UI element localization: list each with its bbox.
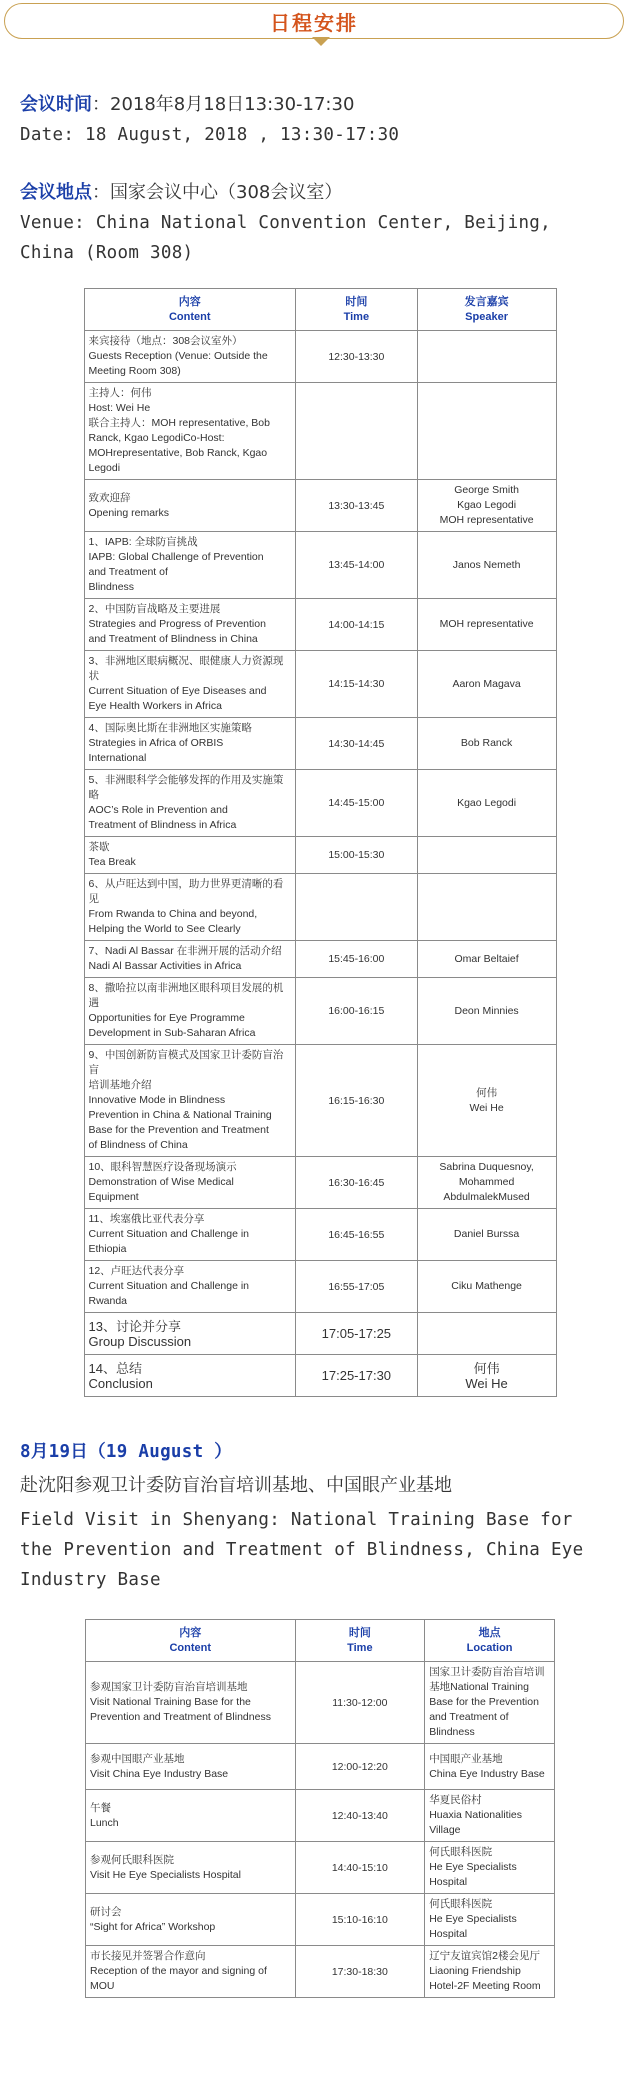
time-cell: 14:45-15:00: [296, 770, 418, 837]
content-cell-line: 12、卢旺达代表分享: [88, 1265, 185, 1277]
content-cell-line: Ranck, Kgao LegodiCo-Host:: [88, 432, 225, 444]
location-cell-line: 何氏眼科医院: [429, 1846, 493, 1858]
content-cell-line: Prevention and Treatment of Blindness: [90, 1711, 271, 1723]
header-location: 地点 Location: [425, 1620, 555, 1662]
location-cell-line: Hospital: [429, 1876, 468, 1888]
content-cell-line: Visit China Eye Industry Base: [90, 1767, 229, 1780]
meeting-venue-en-1: Venue: China National Convention Center, Beijing,: [20, 213, 551, 233]
time-cell: 14:30-14:45: [296, 718, 418, 770]
speaker-cell-line: Bob Ranck: [460, 737, 513, 749]
table-row: [84, 837, 556, 874]
table-row: [86, 1842, 555, 1894]
content-cell-line: Visit National Training Base for the: [90, 1696, 251, 1708]
content-cell-line: 2、中国防盲战略及主要进展: [88, 603, 221, 615]
table-row: [84, 1355, 556, 1397]
speaker-cell: [417, 651, 556, 718]
table-row: [84, 718, 556, 770]
table-row: [86, 1894, 555, 1946]
content-cell-line: Treatment of Blindness in Africa: [88, 819, 237, 831]
location-cell-line: Hospital: [429, 1928, 468, 1940]
content-cell-line: 来宾接待（地点：308会议室外）: [88, 335, 243, 347]
time-cell: 17:25-17:30: [296, 1355, 418, 1397]
content-cell-line: Guests Reception (Venue: Outside the: [88, 350, 268, 362]
content-cell-line: Equipment: [88, 1191, 139, 1203]
content-cell: [84, 1355, 296, 1397]
content-cell-line: Demonstration of Wise Medical: [88, 1176, 234, 1188]
speaker-cell: [417, 1261, 556, 1313]
table-row: [86, 1662, 555, 1744]
speaker-cell: [417, 1313, 556, 1355]
time-cell: 16:00-16:15: [296, 978, 418, 1045]
time-cell: 17:05-17:25: [296, 1313, 418, 1355]
content-cell-line: Eye Health Workers in Africa: [88, 700, 222, 712]
content-cell: [84, 1045, 296, 1157]
speaker-cell-line: Mohammed: [458, 1176, 515, 1188]
content-cell-line: AOC’s Role in Prevention and: [88, 804, 228, 816]
content-cell-line: Reception of the mayor and signing of: [90, 1965, 267, 1977]
content-cell: [84, 1313, 296, 1355]
speaker-cell: [417, 532, 556, 599]
day2-title-en-3: Industry Base: [20, 1570, 161, 1590]
content-cell-line: 市长接见并签署合作意向: [90, 1950, 206, 1962]
location-cell-line: 基地National Training: [429, 1681, 529, 1693]
table-row: [84, 383, 556, 480]
meeting-venue: 会议地点：国家会议中心（308会议室）: [20, 182, 343, 203]
time-cell: 15:45-16:00: [296, 941, 418, 978]
time-cell: 14:40-15:10: [295, 1842, 425, 1894]
content-cell: [84, 599, 296, 651]
content-cell: [86, 1790, 296, 1842]
time-cell: 17:30-18:30: [295, 1946, 425, 1998]
location-cell-line: 国家卫计委防盲治盲培训: [429, 1666, 545, 1678]
day2-info: [0, 1437, 640, 1595]
table-row: [84, 978, 556, 1045]
speaker-cell: [417, 1157, 556, 1209]
content-cell: [84, 331, 296, 383]
location-cell-line: Base for the Prevention: [429, 1696, 539, 1708]
location-cell: [425, 1842, 555, 1894]
content-cell-line: Legodi: [88, 462, 121, 474]
table-row: [84, 1261, 556, 1313]
location-cell-line: Village: [429, 1824, 461, 1836]
time-cell: 16:30-16:45: [296, 1157, 418, 1209]
location-cell: [425, 1744, 555, 1790]
content-cell: [84, 1209, 296, 1261]
content-cell-line: of Blindness of China: [88, 1139, 188, 1151]
schedule-banner: [0, 0, 640, 46]
speaker-cell-line: 何伟: [476, 1086, 498, 1099]
table-row: [84, 770, 556, 837]
speaker-cell: [417, 837, 556, 874]
content-cell: [84, 718, 296, 770]
content-cell-line: IAPB: Global Challenge of Prevention: [88, 551, 264, 563]
location-cell: [425, 1790, 555, 1842]
table-row: [86, 1744, 555, 1790]
location-cell-line: Liaoning Friendship: [429, 1965, 521, 1977]
content-cell: [84, 651, 296, 718]
time-cell: 13:30-13:45: [296, 480, 418, 532]
table-row: [84, 1209, 556, 1261]
content-cell-line: Innovative Mode in Blindness: [88, 1094, 226, 1106]
content-cell-line: Blindness: [88, 581, 135, 593]
speaker-cell-line: Omar Beltaief: [454, 952, 519, 965]
content-cell: [84, 837, 296, 874]
content-cell-line: 午餐: [90, 1801, 111, 1814]
speaker-cell-line: Ciku Mathenge: [451, 1280, 522, 1292]
content-cell: [84, 941, 296, 978]
header-content: 内容 Content: [86, 1620, 296, 1662]
content-cell: [84, 1261, 296, 1313]
speaker-cell-line: Wei He: [469, 1101, 504, 1114]
speaker-cell: [417, 1045, 556, 1157]
speaker-cell-line: Kgao Legodi: [457, 499, 517, 511]
content-cell: [86, 1946, 296, 1998]
content-cell-line: 14、总结: [88, 1360, 142, 1376]
content-cell-line: 茶歇: [88, 841, 110, 853]
content-cell-line: 4、国际奥比斯在非洲地区实施策略: [88, 722, 252, 734]
content-cell-line: Prevention in China & National Training: [88, 1109, 272, 1121]
time-cell: 13:45-14:00: [296, 532, 418, 599]
speaker-cell-line: MOH representative: [439, 618, 534, 630]
content-cell-line: Strategies in Africa of ORBIS: [88, 737, 224, 749]
speaker-cell: [417, 1209, 556, 1261]
content-cell-line: 13、讨论并分享: [88, 1318, 181, 1334]
content-cell-line: MOHrepresentative, Bob Ranck, Kgao: [88, 447, 268, 459]
content-cell-line: Current Situation and Challenge in: [88, 1228, 250, 1240]
content-cell-line: 致欢迎辞: [88, 491, 131, 504]
content-cell-line: 培训基地介绍: [88, 1079, 152, 1091]
table-row: [84, 1157, 556, 1209]
speaker-cell-line: George Smith: [454, 484, 519, 496]
content-cell-line: Conclusion: [88, 1375, 153, 1391]
location-cell-line: Blindness: [429, 1726, 475, 1738]
speaker-cell-line: AbdulmalekMused: [443, 1191, 530, 1203]
content-cell-line: Host: Wei He: [88, 402, 151, 414]
time-cell: 14:15-14:30: [296, 651, 418, 718]
content-cell-line: 主持人：何伟: [88, 387, 152, 399]
speaker-cell-line: MOH representative: [439, 514, 534, 526]
speaker-cell: [417, 718, 556, 770]
location-cell-line: 何氏眼科医院: [429, 1898, 493, 1910]
table-row: [84, 599, 556, 651]
speaker-cell: [417, 978, 556, 1045]
meeting-date-en: Date: 18 August, 2018 , 13:30-17:30: [20, 125, 400, 145]
content-cell-line: Opening remarks: [88, 506, 170, 519]
content-cell-line: Current Situation of Eye Diseases and: [88, 685, 267, 697]
time-cell: 15:00-15:30: [296, 837, 418, 874]
content-cell: [84, 532, 296, 599]
speaker-cell: [417, 941, 556, 978]
content-cell-line: Strategies and Progress of Prevention: [88, 618, 266, 630]
speaker-cell: [417, 383, 556, 480]
time-cell: 11:30-12:00: [295, 1662, 425, 1744]
location-cell-line: He Eye Specialists: [429, 1861, 517, 1873]
table-row: [84, 532, 556, 599]
content-cell: [86, 1894, 296, 1946]
speaker-cell-line: 何伟: [473, 1360, 500, 1376]
speaker-cell: [417, 599, 556, 651]
header-time: 时间 Time: [296, 289, 418, 331]
content-cell-line: Helping the World to See Clearly: [88, 923, 241, 935]
content-cell-line: “Sight for Africa” Workshop: [90, 1920, 216, 1933]
speaker-cell-line: Aaron Magava: [452, 677, 521, 690]
content-cell-line: Nadi Al Bassar Activities in Africa: [88, 960, 242, 972]
day2-title-en-1: Field Visit in Shenyang: National Training Base for: [20, 1510, 573, 1530]
time-cell: 12:00-12:20: [295, 1744, 425, 1790]
table-row: [86, 1946, 555, 1998]
content-cell-line: 11、埃塞俄比亚代表分享: [88, 1213, 205, 1225]
content-cell-line: Lunch: [90, 1816, 119, 1829]
header-content: 内容 Content: [84, 289, 296, 331]
content-cell-line: Visit He Eye Specialists Hospital: [90, 1868, 241, 1881]
schedule-title: 日程安排: [4, 3, 624, 39]
content-cell-line: Tea Break: [88, 856, 136, 868]
location-cell: [425, 1946, 555, 1998]
speaker-cell: [417, 480, 556, 532]
table-row: [84, 874, 556, 941]
content-cell-line: MOU: [90, 1980, 115, 1992]
banner-arrow-icon: [312, 37, 330, 46]
content-cell-line: International: [88, 752, 147, 764]
location-cell-line: He Eye Specialists: [429, 1913, 517, 1925]
content-cell-line: 10、眼科智慧医疗设备现场演示: [88, 1161, 237, 1173]
content-cell-line: and Treatment of: [88, 566, 168, 578]
location-cell: [425, 1662, 555, 1744]
day1-schedule-table: [84, 288, 557, 1397]
day2-title-cn: 赴沈阳参观卫计委防盲治盲培训基地、中国眼产业基地: [20, 1475, 452, 1496]
location-cell-line: 华夏民俗村: [429, 1794, 482, 1806]
time-cell: 16:15-16:30: [296, 1045, 418, 1157]
header-speaker: 发言嘉宾 Speaker: [417, 289, 556, 331]
content-cell-line: Base for the Prevention and Treatment: [88, 1124, 269, 1136]
content-cell-line: From Rwanda to China and beyond,: [88, 908, 258, 920]
content-cell-line: Ethiopia: [88, 1243, 127, 1255]
content-cell-line: 联合主持人：MOH representative, Bob: [88, 417, 270, 429]
content-cell-line: 7、Nadi Al Bassar 在非洲开展的活动介绍: [88, 945, 282, 957]
speaker-cell-line: Daniel Burssa: [453, 1228, 520, 1240]
content-cell-line: 参观何氏眼科医院: [90, 1853, 174, 1866]
content-cell-line: Rwanda: [88, 1295, 128, 1307]
location-cell-line: 中国眼产业基地: [429, 1752, 503, 1765]
location-cell-line: Hotel-2F Meeting Room: [429, 1980, 541, 1992]
table-row: [84, 941, 556, 978]
location-cell-line: and Treatment of: [429, 1711, 509, 1723]
speaker-cell-line: Deon Minnies: [454, 1004, 519, 1017]
table-row: [84, 480, 556, 532]
speaker-cell-line: Wei He: [465, 1375, 508, 1391]
content-cell: [84, 874, 296, 941]
content-cell-line: 参观中国眼产业基地: [90, 1752, 185, 1765]
content-cell-line: 参观国家卫计委防盲治盲培训基地: [90, 1681, 248, 1693]
content-cell-line: 6、从卢旺达到中国，助力世界更清晰的看见: [88, 878, 284, 905]
meeting-venue-en-2: China (Room 308): [20, 243, 194, 263]
time-cell: 15:10-16:10: [295, 1894, 425, 1946]
table-row: [86, 1790, 555, 1842]
content-cell-line: 研讨会: [90, 1905, 122, 1918]
content-cell-line: Group Discussion: [88, 1333, 192, 1349]
day2-schedule-table: [85, 1619, 555, 1998]
content-cell: [84, 1157, 296, 1209]
content-cell-line: 5、非洲眼科学会能够发挥的作用及实施策略: [88, 774, 284, 801]
time-cell: 12:30-13:30: [296, 331, 418, 383]
time-cell: 12:40-13:40: [295, 1790, 425, 1842]
content-cell: [84, 978, 296, 1045]
speaker-cell-line: Kgao Legodi: [457, 796, 517, 809]
day2-date: 8月19日（19 August ）: [20, 1442, 233, 1462]
content-cell-line: 8、撒哈拉以南非洲地区眼科项目发展的机遇: [88, 982, 284, 1009]
content-cell: [84, 383, 296, 480]
content-cell-line: Current Situation and Challenge in: [88, 1280, 250, 1292]
location-cell: [425, 1894, 555, 1946]
content-cell-line: Development in Sub-Saharan Africa: [88, 1027, 256, 1039]
content-cell: [84, 770, 296, 837]
meeting-time: 会议时间：2018年8月18日13:30-17:30: [20, 94, 355, 115]
content-cell-line: 9、中国创新防盲模式及国家卫计委防盲治盲: [88, 1049, 284, 1076]
time-cell: 16:45-16:55: [296, 1209, 418, 1261]
day2-title-en-2: the Prevention and Treatment of Blindness, China Eye: [20, 1540, 584, 1560]
location-cell-line: China Eye Industry Base: [429, 1767, 545, 1780]
speaker-cell: [417, 874, 556, 941]
day1-info: [0, 90, 640, 268]
content-cell: [84, 480, 296, 532]
content-cell-line: and Treatment of Blindness in China: [88, 633, 258, 645]
content-cell-line: 3、非洲地区眼病概况、眼健康人力资源现状: [88, 655, 284, 682]
speaker-cell: [417, 1355, 556, 1397]
content-cell-line: 1、IAPB: 全球防盲挑战: [88, 536, 198, 548]
speaker-cell: [417, 331, 556, 383]
table-row: [84, 331, 556, 383]
time-cell: 16:55-17:05: [296, 1261, 418, 1313]
header-time: 时间 Time: [295, 1620, 425, 1662]
speaker-cell: [417, 770, 556, 837]
content-cell-line: Meeting Room 308): [88, 365, 181, 377]
location-cell-line: 辽宁友谊宾馆2楼会见厅: [429, 1950, 541, 1962]
content-cell: [86, 1744, 296, 1790]
table-row: [84, 1313, 556, 1355]
speaker-cell-line: Janos Nemeth: [452, 558, 521, 571]
content-cell: [86, 1842, 296, 1894]
content-cell-line: Opportunities for Eye Programme: [88, 1012, 245, 1024]
time-cell: [296, 874, 418, 941]
time-cell: [296, 383, 418, 480]
speaker-cell-line: Sabrina Duquesnoy,: [439, 1161, 534, 1173]
table-row: [84, 651, 556, 718]
content-cell: [86, 1662, 296, 1744]
location-cell-line: Huaxia Nationalities: [429, 1809, 522, 1821]
time-cell: 14:00-14:15: [296, 599, 418, 651]
table-row: [84, 1045, 556, 1157]
